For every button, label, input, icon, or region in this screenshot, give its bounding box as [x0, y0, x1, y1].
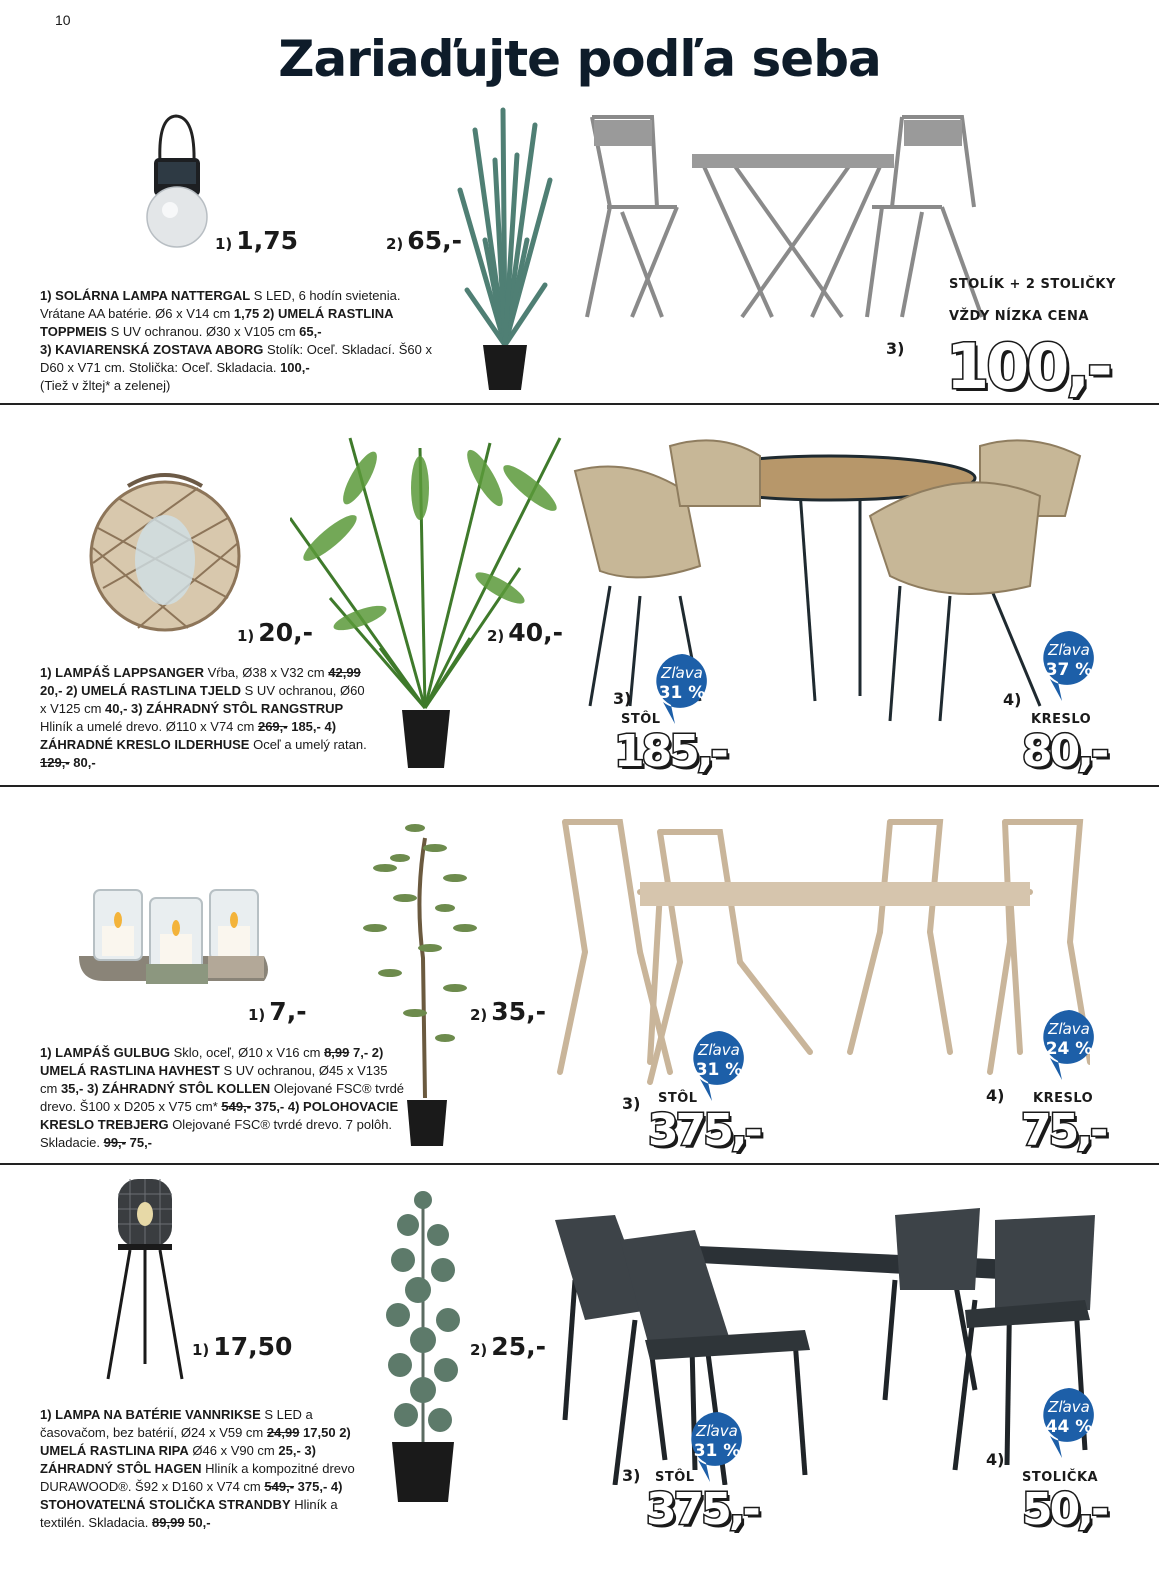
- desc1-t3: 1,75: [233, 306, 260, 321]
- page-title: Zariaďujte podľa seba: [278, 30, 881, 88]
- discount-badge-table-4: [688, 1410, 746, 1474]
- divider-1: [0, 403, 1159, 405]
- big-price-set: 100,-: [946, 330, 1110, 403]
- desc3-t6: 35,-: [60, 1081, 84, 1096]
- section4-big4: 50,-: [1022, 1484, 1107, 1535]
- rattan-dining-set-image: [570, 436, 1090, 726]
- desc4-t1: 1) LAMPA NA BATÉRIE VANNRIKSE: [40, 1407, 261, 1422]
- price-7-number: 1): [192, 1341, 210, 1359]
- badge-4b-line2: 44 %: [1045, 1417, 1093, 1437]
- wooden-dining-set-image: [550, 812, 1090, 1092]
- section3-num3: 3): [622, 1094, 641, 1113]
- price-3-value: 20,-: [258, 618, 313, 647]
- discount-badge-chair-4: [1040, 1386, 1098, 1450]
- price-8: [470, 1332, 546, 1361]
- page-number: 10: [55, 12, 71, 28]
- desc4-t12: 89,99: [152, 1515, 185, 1530]
- desc2-t11: Oceľ a umelý ratan.: [249, 737, 367, 752]
- desc1-t2: S LED, 6 hodín svietenia. Vrátane AA batérie. Ø6 x V14 cm: [40, 288, 401, 321]
- description-1: [40, 287, 440, 395]
- desc2-t9: 269,-: [257, 719, 288, 734]
- section2-num3: 3): [613, 689, 632, 708]
- price-4: [487, 618, 563, 647]
- badge-2a-line2: 31 %: [658, 683, 706, 703]
- desc3-t4: 7,- 2) UMELÁ RASTLINA HAVHEST: [40, 1045, 384, 1078]
- section4-num3: 3): [622, 1466, 641, 1485]
- desc1-t9: 100,-: [280, 360, 310, 375]
- desc4-t3: 24,99: [266, 1425, 300, 1440]
- price-6-value: 35,-: [491, 997, 546, 1026]
- price-6: [470, 997, 546, 1026]
- glass-lanterns-image: [74, 886, 274, 996]
- desc2-t3: 42,99: [328, 665, 361, 680]
- discount-badge-chair-2: [1040, 629, 1098, 693]
- low-price-label: VŽDY NÍZKA CENA: [949, 309, 1089, 324]
- price-2-value: 65,-: [407, 226, 462, 255]
- section3-big3: 375,-: [648, 1105, 760, 1156]
- desc4-t11: Hliník a textilén. Skladacia.: [40, 1497, 338, 1530]
- section3-num4: 4): [986, 1086, 1005, 1105]
- desc1-t10: (Tiež v žltej* a zelenej): [40, 378, 171, 393]
- section4-big3: 375,-: [646, 1484, 758, 1535]
- badge-3a-line2: 31 %: [695, 1060, 743, 1080]
- desc2-t12: 129,-: [40, 755, 70, 770]
- desc3-t10: 375,- 4) POLOHOVACIE KRESLO TREBJERG: [40, 1099, 399, 1132]
- discount-badge-table-3: [690, 1029, 748, 1093]
- desc2-t7: 3) ZÁHRADNÝ STÔL RANGSTRUP: [127, 701, 344, 716]
- price-7-value: 17,50: [213, 1332, 293, 1361]
- section2-num4: 4): [1003, 690, 1022, 709]
- desc3-t3: 8,99: [324, 1045, 350, 1060]
- desc4-t9: 549,-: [264, 1479, 295, 1494]
- price-4-value: 40,-: [508, 618, 563, 647]
- desc2-t8: Hliník a umelé drevo. Ø110 x V74 cm: [40, 719, 258, 734]
- price-7: [192, 1332, 292, 1361]
- desc4-t8: Hliník a kompozitné drevo DURAWOOD®. Š92 x D160 x V74 cm: [40, 1461, 355, 1494]
- price-5-value: 7,-: [269, 997, 307, 1026]
- price-2-number: 2): [386, 235, 404, 253]
- desc1-t1: 1) SOLÁRNA LAMPA NATTERGAL: [40, 288, 251, 303]
- desc3-t1: 1) LAMPÁŠ GULBUG: [40, 1045, 170, 1060]
- desc3-t9: 549,-: [221, 1099, 252, 1114]
- desc4-t6: 25,-: [278, 1443, 301, 1458]
- desc3-t11: Olejované FSC® tvrdé drevo. 7 polôh. Skladacie.: [40, 1117, 393, 1150]
- price-5: [248, 997, 307, 1026]
- description-4: [40, 1406, 375, 1532]
- desc4-t5: Ø46 x V90 cm: [188, 1443, 279, 1458]
- price-8-value: 25,-: [491, 1332, 546, 1361]
- price-4-number: 2): [487, 627, 505, 645]
- price-5-number: 1): [248, 1006, 266, 1024]
- solar-lamp-image: [140, 112, 215, 252]
- badge-2a-line1: Zľava: [661, 664, 703, 682]
- floor-lamp-image: [100, 1174, 190, 1384]
- desc2-t5: S UV ochranou, Ø60 x V125 cm: [40, 683, 365, 716]
- badge-3b-line2: 24 %: [1045, 1039, 1093, 1059]
- discount-badge-table-2: [653, 652, 711, 716]
- description-3: [40, 1044, 405, 1152]
- desc3-t7: 3) ZÁHRADNÝ STÔL KOLLEN: [83, 1081, 271, 1096]
- rattan-lantern-image: [78, 468, 253, 633]
- desc3-t8: Olejované FSC® tvrdé drevo. Š100 x D205 x V75 cm*: [40, 1081, 405, 1114]
- desc1-t4: 2) UMELÁ RASTLINA TOPPMEIS: [40, 306, 394, 339]
- badge-3b-line1: Zľava: [1048, 1020, 1090, 1038]
- badge-2b-line1: Zľava: [1048, 641, 1090, 659]
- section4-label4: STOLIČKA: [1022, 1470, 1099, 1485]
- divider-2: [0, 785, 1159, 787]
- price-1: [215, 226, 298, 255]
- price-1-number: 1): [215, 235, 233, 253]
- agave-plant-image: [455, 100, 555, 395]
- section4-num4: 4): [986, 1450, 1005, 1469]
- aluminium-dining-set-image: [555, 1200, 1100, 1485]
- price-3-number: 1): [237, 627, 255, 645]
- desc2-t1: 1) LAMPÁŠ LAPPSANGER: [40, 665, 204, 680]
- badge-3a-line1: Zľava: [698, 1041, 740, 1059]
- price-1-value: 1,75: [236, 226, 298, 255]
- price-8-number: 2): [470, 1341, 488, 1359]
- desc1-t5: S UV ochranou. Ø30 x V105 cm: [106, 324, 300, 339]
- bistro-set-image: [582, 112, 1002, 322]
- section3-big4: 75,-: [1021, 1105, 1106, 1156]
- price-2: [386, 226, 462, 255]
- section3-label4: KRESLO: [1033, 1091, 1094, 1106]
- desc2-t4: 20,- 2) UMELÁ RASTLINA TJELD: [40, 683, 242, 698]
- desc3-t2: Sklo, oceľ, Ø10 x V16 cm: [170, 1045, 325, 1060]
- desc4-t13: 50,-: [184, 1515, 211, 1530]
- desc4-t2: S LED a časovačom, bez batérií, Ø24 x V59 cm: [40, 1407, 313, 1440]
- eucalyptus-plant-image: [378, 1180, 468, 1505]
- desc2-t13: 80,-: [69, 755, 96, 770]
- desc1-t7: 3) KAVIARENSKÁ ZOSTAVA ABORG: [40, 342, 264, 357]
- price-6-number: 2): [470, 1006, 488, 1024]
- desc3-t13: 75,-: [126, 1135, 153, 1150]
- desc2-t6: 40,-: [105, 701, 128, 716]
- section2-label3: STÔL: [621, 712, 661, 727]
- section2-big4: 80,-: [1022, 726, 1107, 777]
- desc2-t2: Vŕba, Ø38 x V32 cm: [203, 665, 329, 680]
- desc1-t8: Stolík: Oceľ. Skladací. Š60 x D60 x V71 cm. Stolička: Oceľ. Skladacia.: [40, 342, 432, 375]
- discount-badge-chair-3: [1040, 1008, 1098, 1072]
- section4-label3: STÔL: [655, 1470, 695, 1485]
- desc4-t4: 17,50 2) UMELÁ RASTLINA RIPA: [40, 1425, 351, 1458]
- badge-2b-line2: 37 %: [1045, 660, 1093, 680]
- badge-4a-line1: Zľava: [696, 1422, 738, 1440]
- desc3-t12: 99,-: [103, 1135, 126, 1150]
- divider-3: [0, 1163, 1159, 1165]
- desc2-t10: 185,- 4) ZÁHRADNÉ KRESLO ILDERHUSE: [40, 719, 337, 752]
- desc1-t6: 65,-: [299, 324, 322, 339]
- section2-big3: 185,-: [614, 726, 726, 777]
- item-3-number: 3): [886, 339, 905, 358]
- desc4-t10: 375,- 4) STOHOVATEĽNÁ STOLIČKA STRANDBY: [40, 1479, 343, 1512]
- set-label: STOLÍK + 2 STOLIČKY: [949, 277, 1116, 292]
- badge-4b-line1: Zľava: [1048, 1398, 1090, 1416]
- section2-label4: KRESLO: [1031, 712, 1092, 727]
- description-2: [40, 664, 370, 772]
- desc4-t7: 3) ZÁHRADNÝ STÔL HAGEN: [40, 1443, 316, 1476]
- section3-label3: STÔL: [658, 1091, 698, 1106]
- badge-4a-line2: 31 %: [693, 1441, 741, 1461]
- desc3-t5: S UV ochranou, Ø45 x V135 cm: [40, 1063, 388, 1096]
